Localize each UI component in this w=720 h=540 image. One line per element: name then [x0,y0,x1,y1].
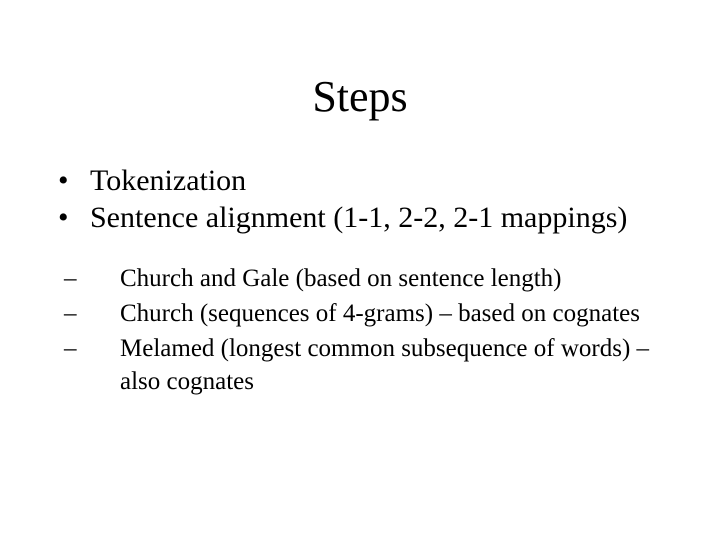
bullet-item-sentence-alignment [56,199,696,236]
dash-marker: – [64,300,77,327]
dash-marker: – [64,335,77,362]
bullet-list [56,162,696,236]
sub-bullet-text: Melamed (longest common subsequence of words) – also cognates [120,335,650,395]
sub-bullet-list [64,262,664,400]
slide-title: Steps [312,72,408,121]
sub-bullet-church-and-gale [64,262,664,295]
sub-bullet-church [64,297,664,330]
sub-bullet-text: Church (sequences of 4-grams) – based on cognates [120,300,640,327]
dash-marker: – [64,265,77,292]
bullet-marker: • [58,164,69,197]
bullet-item-tokenization [56,162,696,199]
bullet-text: Tokenization [90,164,247,197]
sub-bullet-text: Church and Gale (based on sentence length) [120,265,562,292]
bullet-marker: • [58,201,69,234]
bullet-text: Sentence alignment (1-1, 2-2, 2-1 mappings) [90,201,628,234]
sub-bullet-melamed [64,332,664,398]
